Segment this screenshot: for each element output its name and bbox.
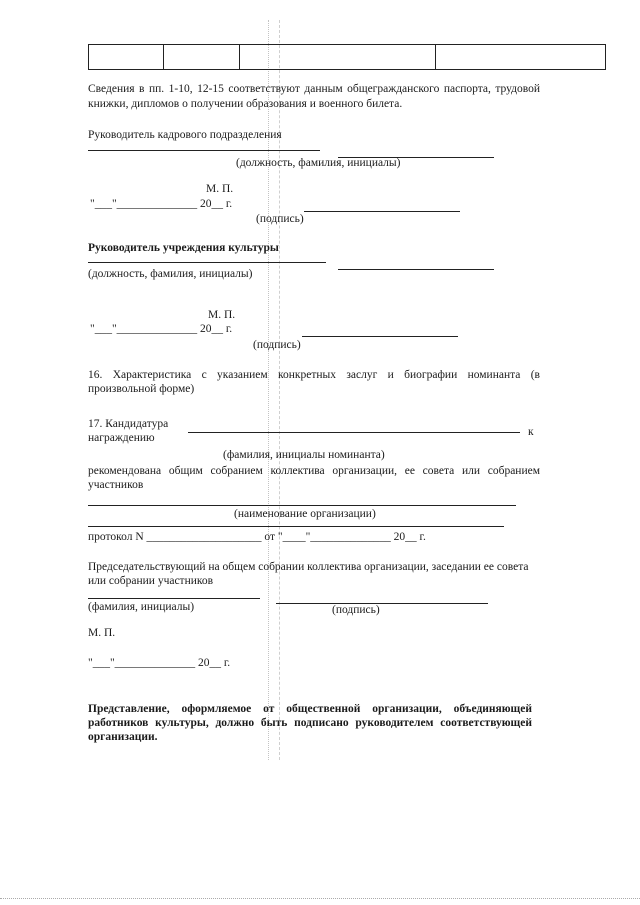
culture-head-signature-caption: (подпись) [253,339,301,351]
table-cell-divider [435,45,436,69]
documents-note: Сведения в пп. 1-10, 12-15 соответствуют данным общегражданского паспорта, трудовой книжки, дипломов о получении образования и военного билета. [88,83,540,110]
item17-chair: Председательствующий на общем собрании коллектива организации, заседании ее совета или собрании участников [88,561,529,587]
hr-head-date: "___"______________ 20__ г. [90,198,233,210]
culture-head-signature-line [302,336,458,337]
culture-head-position-line [88,262,326,263]
item17-lead: 17. Кандидатура [88,418,169,430]
hr-head-label: Руководитель кадрового подразделения [88,129,282,141]
culture-head-date: "___"______________ 20__ г. [90,323,233,335]
table-cell-divider [239,45,240,69]
hr-head-stamp: М. П. [206,183,234,195]
table-cell-divider [163,45,164,69]
item17-stamp: М. П. [88,627,116,639]
item17-award-word: награждению [88,432,155,444]
culture-head-label: Руководитель учреждения культуры [88,242,279,254]
item17-name-caption: (фамилия, инициалы) [88,601,195,613]
final-note: Представление, оформляемое от общественной организации, объединяющей работников культуры, должно быть подписано руководителем соответствующей организации. [88,703,532,743]
culture-head-name-line [338,269,494,270]
item17-nominee-line [188,432,520,433]
item17-org-line [88,505,516,506]
item17-nominee-caption: (фамилия, инициалы номинанта) [223,449,385,461]
hr-head-caption: (должность, фамилия, инициалы) [236,157,401,169]
item16-characteristic: 16. Характеристика с указанием конкретных заслуг и биографии номинанта (в произвольной форме) [88,369,540,395]
item17-name-line [88,598,260,599]
page-bottom-edge [0,898,640,899]
item17-org-caption: (наименование организации) [234,508,376,520]
item17-tail: к [528,426,534,438]
hr-head-position-line [88,150,320,151]
hr-head-signature-line [304,211,460,212]
item17-protocol: протокол N ____________________ от "____"______________ 20__ г. [88,531,426,543]
hr-head-signature-caption: (подпись) [256,213,304,225]
item17-date: "___"______________ 20__ г. [88,657,231,669]
item17-signature-caption: (подпись) [332,604,380,616]
item17-signature-line [276,603,488,604]
culture-head-caption: (должность, фамилия, инициалы) [88,268,253,280]
item17-extra-line [88,526,504,527]
item17-recommended: рекомендована общим собранием коллектива организации, ее совета или собранием участников [88,465,540,491]
data-table-row [88,44,606,70]
culture-head-stamp: М. П. [208,309,236,321]
